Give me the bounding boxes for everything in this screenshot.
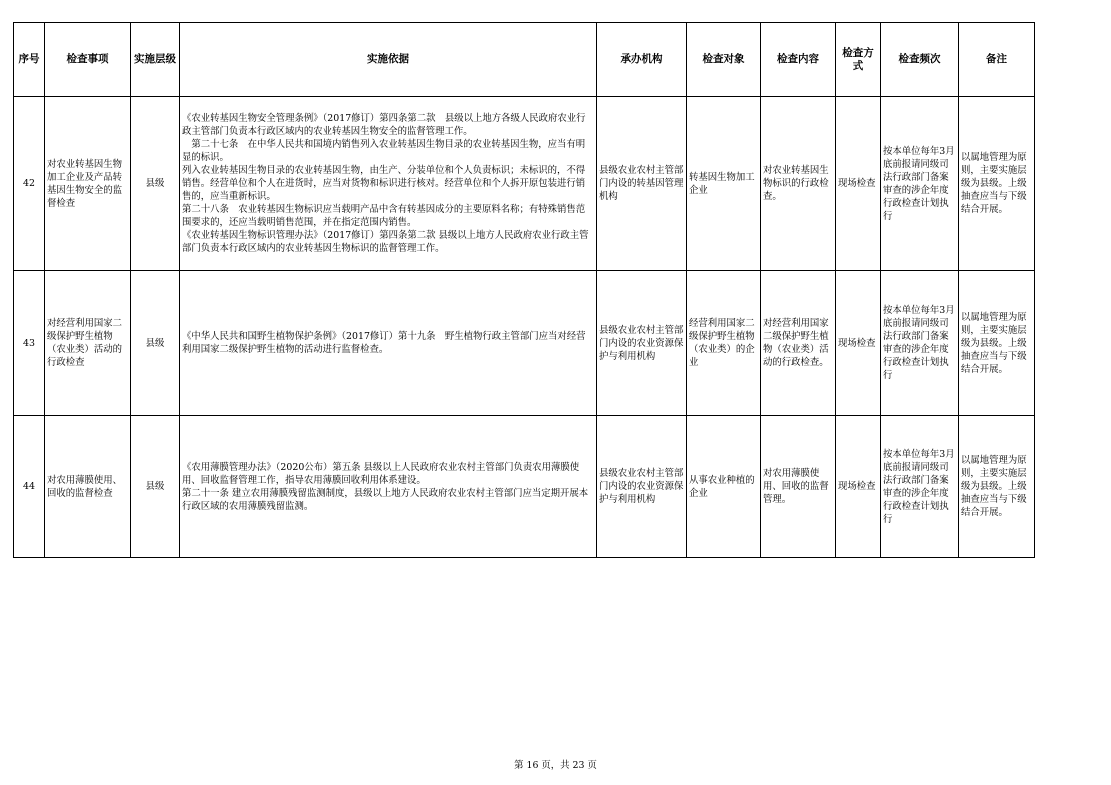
row-basis: [180, 271, 597, 416]
row-object: 转基因生物加工企业: [687, 97, 761, 271]
row-level: 县级: [131, 416, 180, 558]
header-method: 检查方式: [836, 23, 881, 97]
row-content: 对经营利用国家二级保护野生植物（农业类）活动的行政检查。: [761, 271, 836, 416]
row-object: 经营利用国家二级保护野生植物（农业类）的企业: [687, 271, 761, 416]
row-level: 县级: [131, 97, 180, 271]
table-row: [14, 97, 1035, 271]
header-row: [14, 23, 1035, 97]
row-item: 对经营利用国家二级保护野生植物（农业类）活动的行政检查: [45, 271, 131, 416]
header-frequency: 检查频次: [881, 23, 959, 97]
basis-paragraph: 《农用薄膜管理办法》（2020公布）第五条 县级以上人民政府农业农村主管部门负责农用薄膜使用、回收监督管理工作，指导农用薄膜回收利用体系建设。: [182, 461, 580, 486]
header-basis: 实施依据: [180, 23, 597, 97]
row-no: 44: [14, 416, 45, 558]
basis-paragraph: 第二十一条 建立农用薄膜残留监测制度，县级以上地方人民政府农业农村主管部门应当定期开展本行政区域的农用薄膜残留监测。: [182, 487, 589, 512]
row-level: 县级: [131, 271, 180, 416]
row-agency: 县级农业农村主管部门内设的农业资源保护与利用机构: [597, 271, 687, 416]
basis-paragraph: 《中华人民共和国野生植物保护条例》（2017修订）第十九条 野生植物行政主管部门应当对经营利用国家二级保护野生植物的活动进行监督检查。: [182, 331, 586, 355]
header-no: 序号: [14, 23, 45, 97]
header-content: 检查内容: [761, 23, 836, 97]
header-level: 实施层级: [131, 23, 180, 97]
basis-paragraph: 第二十七条 在中华人民共和国境内销售列入农业转基因生物目录的农业转基因生物，应当有明显的标识。: [182, 139, 586, 163]
table-row: [14, 416, 1035, 558]
row-method: 现场检查: [836, 271, 881, 416]
row-remarks: 以属地管理为原则，主要实施层级为县级。上级抽查应当与下级结合开展。: [959, 97, 1035, 271]
row-basis: [180, 416, 597, 558]
row-content: 对农用薄膜使用、回收的监督管理。: [761, 416, 836, 558]
header-item: 检查事项: [45, 23, 131, 97]
row-remarks: 以属地管理为原则，主要实施层级为县级。上级抽查应当与下级结合开展。: [959, 416, 1035, 558]
row-object: 从事农业种植的企业: [687, 416, 761, 558]
basis-paragraph: 第二十八条 农业转基因生物标识应当载明产品中含有转基因成分的主要原料名称；有特殊销售范围要求的，还应当载明销售范围，并在指定范围内销售。: [182, 204, 586, 228]
row-agency: 县级农业农村主管部门内设的农业资源保护与利用机构: [597, 416, 687, 558]
row-basis: [180, 97, 597, 271]
row-no: 43: [14, 271, 45, 416]
header-object: 检查对象: [687, 23, 761, 97]
row-agency: 县级农业农村主管部门内设的转基因管理机构: [597, 97, 687, 271]
table-row: [14, 271, 1035, 416]
basis-paragraph: 《农业转基因生物标识管理办法》（2017修订）第四条第二款 县级以上地方人民政府农业行政主管部门负责本行政区域内的农业转基因生物标识的监督管理工作。: [182, 230, 589, 254]
row-frequency: 按本单位每年3月底前报请同级司法行政部门备案审查的涉企年度行政检查计划执行: [881, 416, 959, 558]
row-content: 对农业转基因生物标识的行政检查。: [761, 97, 836, 271]
row-method: 现场检查: [836, 97, 881, 271]
header-agency: 承办机构: [597, 23, 687, 97]
page-footer: 第 16 页，共 23 页: [514, 760, 597, 771]
row-no: 42: [14, 97, 45, 271]
basis-paragraph: 《农业转基因生物安全管理条例》（2017修订）第四条第二款 县级以上地方各级人民政府农业行政主管部门负责本行政区域内的农业转基因生物安全的监督管理工作。: [182, 113, 586, 137]
inspection-table: [13, 22, 1035, 558]
row-item: 对农业转基因生物加工企业及产品转基因生物安全的监督检查: [45, 97, 131, 271]
row-frequency: 按本单位每年3月底前报请同级司法行政部门备案审查的涉企年度行政检查计划执行: [881, 97, 959, 271]
header-remarks: 备注: [959, 23, 1035, 97]
row-item: 对农用薄膜使用、回收的监督检查: [45, 416, 131, 558]
row-frequency: 按本单位每年3月底前报请同级司法行政部门备案审查的涉企年度行政检查计划执行: [881, 271, 959, 416]
row-method: 现场检查: [836, 416, 881, 558]
basis-paragraph: 列入农业转基因生物目录的农业转基因生物，由生产、分装单位和个人负责标识；未标识的，不得销售。经营单位和个人在进货时，应当对货物和标识进行核对。经营单位和个人拆开原包装进行销售的，应当重新标识。: [182, 165, 586, 202]
row-remarks: 以属地管理为原则，主要实施层级为县级。上级抽查应当与下级结合开展。: [959, 271, 1035, 416]
